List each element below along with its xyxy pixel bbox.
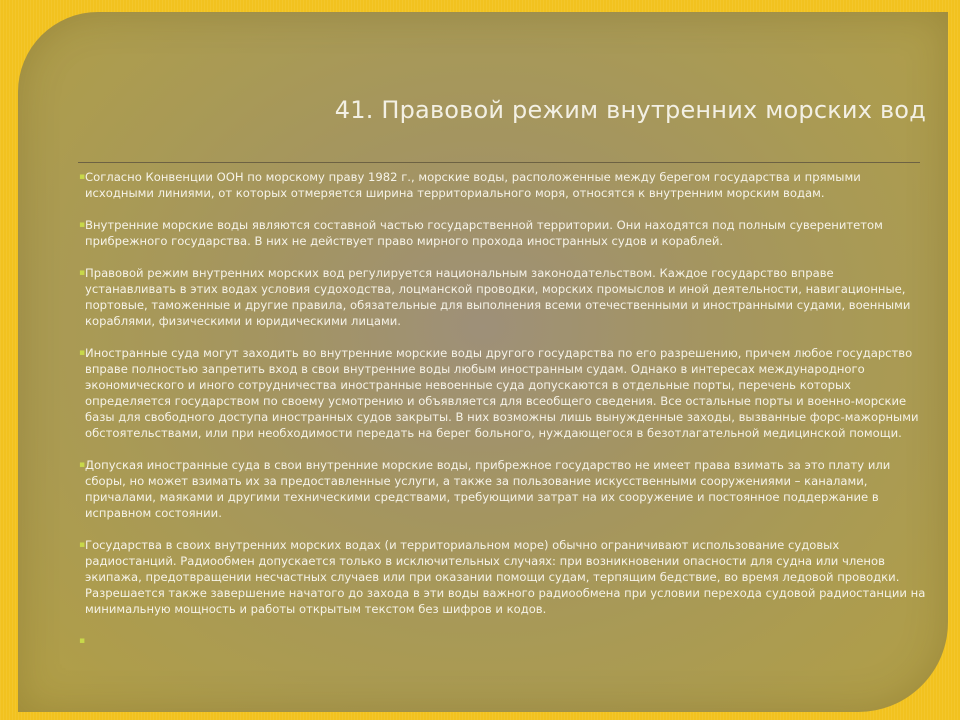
slide-panel xyxy=(18,12,948,712)
paragraph-text: Государства в своих внутренних морских водах (и территориальном море) обычно ограничивают использование судовых радиостанций. Радиообмен допускается только в исключительных случаях: при возникновении опасности для судна или членов экипажа, предотвращении несчастных случаев или при оказании помощи судам, терпящим бедствие, во время ледовой проводки. Разрешается также завершение начатого до захода в эти воды важного радиообмена при условии перехода судовой радиостанции на минимальную мощность и работы открытым текстом без шифров и кодов. xyxy=(85,537,926,617)
bullet-icon: ▪ xyxy=(79,539,86,550)
paragraph-3 xyxy=(80,265,926,329)
paragraph-text: Согласно Конвенции ООН по морскому праву 1982 г., морские воды, расположенные между берегом государства и прямыми исходными линиями, от которых отмеряется ширина территориального моря, относятся к внутренним морским водам. xyxy=(85,170,861,201)
slide-title: 41. Правовой режим внутренних морских вод xyxy=(334,96,926,124)
paragraph-4 xyxy=(80,345,926,442)
paragraph-text: Допуская иностранные суда в свои внутренние морские воды, прибрежное государство не имеет права взимать за это плату или сборы, но может взимать их за предоставленные услуги, а также за пользование искусственными сооружениями – каналами, причалами, маяками и другими техническими средствами, требующими затрат на их сооружение и постоянное поддержание в исправном состоянии. xyxy=(85,457,891,520)
paragraph-text: Правовой режим внутренних морских вод регулируется национальным законодательством. Каждое государство вправе устанавливать в этих водах условия судоходства, лоцманской проводки, морских промыслов и иной деятельности, навигационные, портовые, таможенные и другие правила, обязательные для выполнения всеми отечественными и иностранными судами, военными кораблями, физическими и юридическими лицами. xyxy=(85,265,911,328)
bullet-icon: ▪ xyxy=(79,635,86,646)
bullet-icon: ▪ xyxy=(79,219,86,230)
paragraph-2 xyxy=(80,217,926,249)
paragraph-text: Внутренние морские воды являются составной частью государственной территории. Они находятся под полным суверенитетом прибрежного государства. В них не действует право мирного прохода иностранных судов и кораблей. xyxy=(85,217,883,248)
bullet-icon: ▪ xyxy=(79,459,86,470)
paragraph-text: Иностранные суда могут заходить во внутренние морские воды другого государства по его разрешению, причем любое государство вправе полностью запретить вход в свои внутренние воды любым иностранным судам. Однако в интересах международного экономического и иного сотрудничества иностранные невоенные суда допускаются в отдельные порты, перечень которых определяется государством по своему усмотрению и объявляется для всеобщего сведения. Все остальные порты и военно-морские базы для свободного доступа иностранных судов закрыты. В них возможны лишь вынужденные заходы, вызванные форс-мажорными обстоятельствами, или при необходимости передать на берег больного, нуждающегося в безотлагательной медицинской помощи. xyxy=(85,345,919,440)
slide-content xyxy=(80,169,926,664)
paragraph-6 xyxy=(80,537,926,617)
bullet-icon: ▪ xyxy=(79,267,86,278)
paragraph-5 xyxy=(80,457,926,521)
empty-bullet xyxy=(80,633,926,649)
paragraph-1 xyxy=(80,169,926,201)
title-divider xyxy=(78,162,920,163)
bullet-icon: ▪ xyxy=(79,172,86,182)
bullet-icon: ▪ xyxy=(79,347,86,358)
